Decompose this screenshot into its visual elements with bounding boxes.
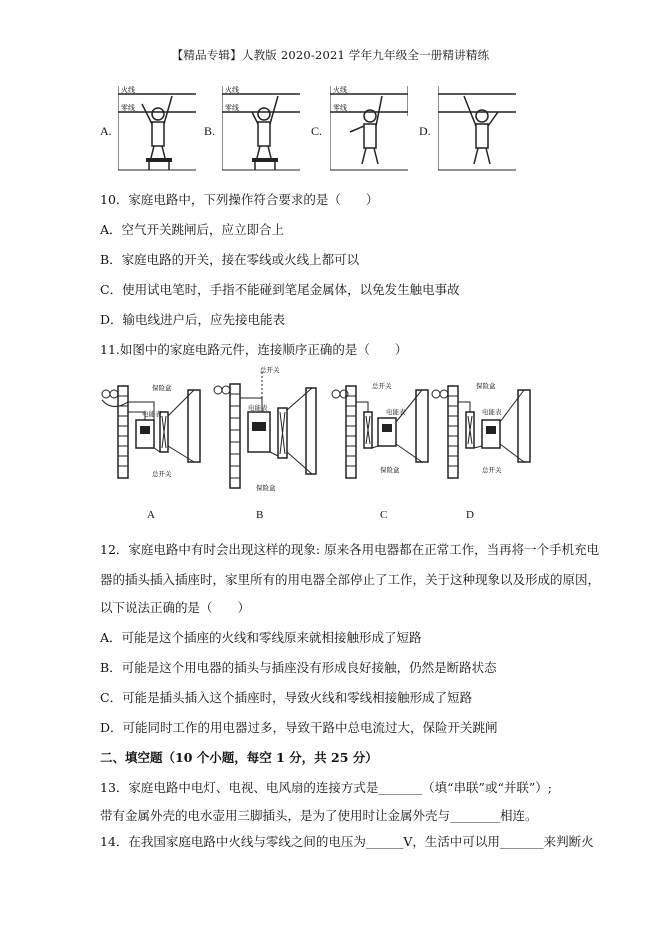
q11-figure-c	[330, 372, 438, 480]
q13-line-1: 13．家庭电路中电灯、电视、电风扇的连接方式是_______（填“串联”或“并联”）;	[100, 780, 552, 795]
q10-stem: 10．家庭电路中，下列操作符合要求的是（ ）	[100, 192, 379, 207]
q10-option-a: A．空气开关跳闸后，应立即合上	[100, 222, 285, 237]
q11-caption-c: C	[380, 509, 388, 521]
q11-b-switch-label: 总开关	[260, 366, 280, 374]
q11-c-meter-label: 电能表	[386, 408, 406, 416]
q11-b-fuse-label: 保险盒	[256, 484, 276, 492]
page-header: 【精品专辑】人教版 2020-2021 学年九年级全一册精讲精练	[171, 48, 490, 62]
q12-option-c: C．可能是插头插入这个插座时，导致火线和零线相接触形成了短路	[100, 690, 473, 705]
q11-caption-d: D	[466, 509, 474, 521]
q11-d-meter-label: 电能表	[482, 408, 502, 416]
q11-caption-a: A	[147, 509, 155, 521]
q9-c-live-label: 火线	[333, 86, 347, 94]
q9-option-d-letter: D.	[419, 124, 431, 138]
q9-a-neutral-label: 零线	[121, 104, 135, 112]
q11-c-switch-label: 总开关	[372, 382, 392, 390]
q11-d-switch-label: 总开关	[482, 466, 502, 474]
q11-d-fuse-label: 保险盒	[476, 382, 496, 390]
q12-option-d: D．可能同时工作的用电器过多，导致干路中总电流过大，保险开关跳闸	[100, 720, 498, 735]
q12-stem-line-3: 以下说法正确的是（ ）	[100, 600, 251, 615]
q11-a-meter-label: 电能表	[142, 410, 162, 418]
q11-a-fuse-label: 保险盒	[152, 384, 172, 392]
section-2-title: 二、填空题（10 个小题，每空 1 分，共 25 分）	[100, 750, 378, 765]
q11-figure-d	[430, 372, 538, 480]
q11-caption-b: B	[256, 509, 264, 521]
q9-c-neutral-label: 零线	[333, 104, 347, 112]
q11-figure-a	[100, 372, 208, 480]
q9-b-neutral-label: 零线	[225, 104, 239, 112]
q11-figure-b	[212, 362, 320, 494]
q11-stem: 11.如图中的家庭电路元件，连接顺序正确的是（ ）	[100, 342, 408, 357]
q9-option-c-letter: C.	[311, 124, 323, 138]
q13-line-2: 带有金属外壳的电水壶用三脚插头，是为了使用时让金属外壳与________相连。	[100, 808, 538, 823]
q12-stem-line-2: 器的插头插入插座时，家里所有的用电器全部停止了工作，关于这种现象以及形成的原因，	[100, 572, 601, 587]
q9-option-b-letter: B.	[204, 124, 216, 138]
q9-figure-d	[438, 86, 516, 172]
q12-option-b: B．可能是这个用电器的插头与插座没有形成良好接触，仍然是断路状态	[100, 660, 497, 675]
q12-stem-line-1: 12．家庭电路中有时会出现这样的现象: 原来各用电器都在正常工作，当再将一个手机充电	[100, 542, 600, 557]
q10-option-d: D．输电线进户后，应先接电能表	[100, 312, 286, 327]
q11-b-meter-label: 电能表	[248, 404, 268, 412]
q9-figure-b	[222, 86, 300, 172]
q14-line-1: 14．在我国家庭电路中火线与零线之间的电压为______V，生活中可以用_______来判断火	[100, 834, 594, 849]
q11-c-fuse-label: 保险盒	[380, 466, 400, 474]
q10-option-c: C．使用试电笔时，手指不能碰到笔尾金属体，以免发生触电事故	[100, 282, 460, 297]
q12-option-a: A．可能是这个插座的火线和零线原来就相接触形成了短路	[100, 630, 422, 645]
q10-option-b: B．家庭电路的开关，接在零线或火线上都可以	[100, 252, 360, 267]
q9-figure-c	[330, 86, 408, 172]
q9-figure-a	[118, 86, 196, 172]
q9-a-live-label: 火线	[121, 86, 135, 94]
q9-b-live-label: 火线	[225, 86, 239, 94]
q9-option-a-letter: A.	[100, 124, 112, 138]
q11-a-switch-label: 总开关	[152, 470, 172, 478]
